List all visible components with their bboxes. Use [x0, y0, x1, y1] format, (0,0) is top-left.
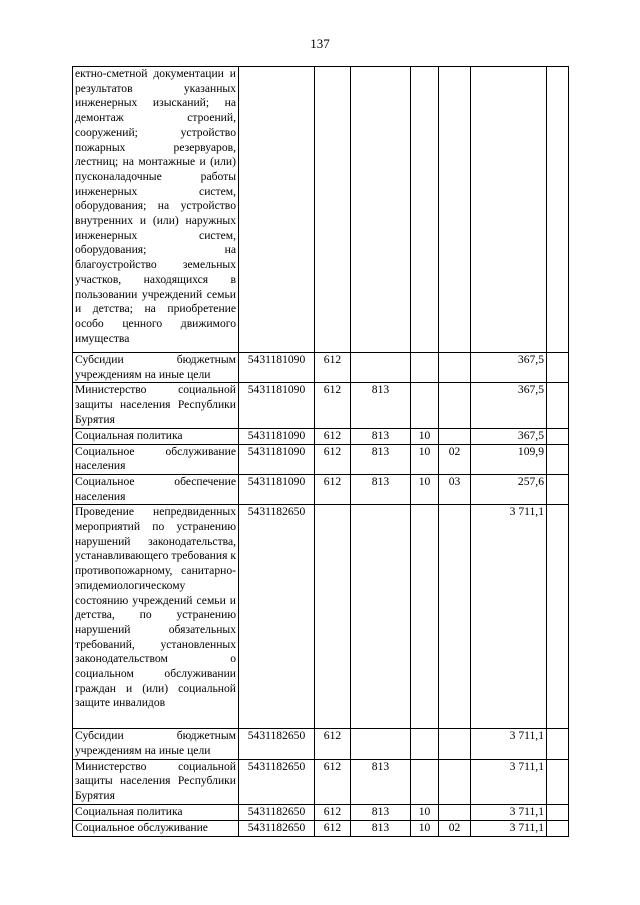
target-article-code-cell: 5431181090	[239, 474, 315, 504]
expense-type-cell: 612	[315, 444, 351, 474]
target-article-code-cell: 5431182650	[239, 759, 315, 804]
amount-cell: 367,5	[471, 428, 547, 444]
amount-cell: 3 711,1	[471, 505, 547, 729]
expense-type-cell	[315, 505, 351, 729]
expense-type-cell: 612	[315, 353, 351, 383]
section-cell	[411, 759, 439, 804]
subsection-cell	[439, 759, 471, 804]
table-row	[73, 759, 569, 804]
amount-cell: 367,5	[471, 353, 547, 383]
empty-cell	[547, 804, 569, 820]
expense-type-cell: 612	[315, 729, 351, 759]
expense-type-cell: 612	[315, 428, 351, 444]
row-name-cell: Министерство социальной защиты населения Республики Бурятия	[73, 383, 239, 428]
row-name-cell: Социальное обслуживание населения	[73, 444, 239, 474]
table-row	[73, 505, 569, 729]
row-name-cell: Министерство социальной защиты населения Республики Бурятия	[73, 759, 239, 804]
empty-cell	[547, 353, 569, 383]
subsection-cell	[439, 804, 471, 820]
section-cell: 10	[411, 804, 439, 820]
administrator-code-cell: 813	[351, 428, 411, 444]
row-name-cell: Субсидии бюджетным учреждениям на иные цели	[73, 353, 239, 383]
page-number: 137	[310, 36, 330, 51]
row-name-cell: Субсидии бюджетным учреждениям на иные цели	[73, 729, 239, 759]
administrator-code-cell: 813	[351, 820, 411, 836]
subsection-cell: 03	[439, 474, 471, 504]
target-article-code-cell: 5431181090	[239, 353, 315, 383]
amount-cell: 367,5	[471, 383, 547, 428]
empty-cell	[547, 444, 569, 474]
section-cell	[411, 505, 439, 729]
target-article-code-cell: 5431181090	[239, 428, 315, 444]
table-row	[73, 474, 569, 504]
target-article-code-cell	[239, 67, 315, 353]
amount-cell: 3 711,1	[471, 820, 547, 836]
expense-type-cell: 612	[315, 804, 351, 820]
table-row	[73, 729, 569, 759]
administrator-code-cell: 813	[351, 444, 411, 474]
target-article-code-cell: 5431181090	[239, 383, 315, 428]
table-row	[73, 353, 569, 383]
table-row	[73, 67, 569, 353]
administrator-code-cell	[351, 353, 411, 383]
empty-cell	[547, 729, 569, 759]
section-cell	[411, 353, 439, 383]
section-cell	[411, 67, 439, 353]
budget-table	[72, 66, 569, 837]
table-row	[73, 444, 569, 474]
amount-cell: 3 711,1	[471, 729, 547, 759]
section-cell	[411, 729, 439, 759]
administrator-code-cell: 813	[351, 474, 411, 504]
expense-type-cell: 612	[315, 383, 351, 428]
subsection-cell	[439, 353, 471, 383]
row-name-cell: Социальная политика	[73, 804, 239, 820]
administrator-code-cell: 813	[351, 759, 411, 804]
empty-cell	[547, 820, 569, 836]
target-article-code-cell: 5431181090	[239, 444, 315, 474]
amount-cell: 109,9	[471, 444, 547, 474]
subsection-cell	[439, 383, 471, 428]
row-name-cell: Социальное обслуживание	[73, 820, 239, 836]
empty-cell	[547, 474, 569, 504]
table-row	[73, 428, 569, 444]
empty-cell	[547, 67, 569, 353]
empty-cell	[547, 505, 569, 729]
administrator-code-cell	[351, 729, 411, 759]
row-name-cell: Проведение непредвиденных мероприятий по устранению нарушений законодательства, устанавливающего требования к противопожарному, санитарно-эпидемиологическому состоянию учреждений семьи и детства, по устранению нарушений обязательных требований, установленных законодательством о социальном обслуживании граждан и (или) социальной защите инвалидов	[73, 505, 239, 729]
subsection-cell	[439, 505, 471, 729]
target-article-code-cell: 5431182650	[239, 505, 315, 729]
empty-cell	[547, 383, 569, 428]
subsection-cell	[439, 428, 471, 444]
section-cell	[411, 383, 439, 428]
table-row	[73, 820, 569, 836]
row-name-cell: Социальное обеспечение населения	[73, 474, 239, 504]
subsection-cell	[439, 729, 471, 759]
section-cell: 10	[411, 444, 439, 474]
amount-cell	[471, 67, 547, 353]
empty-cell	[547, 759, 569, 804]
administrator-code-cell	[351, 67, 411, 353]
expense-type-cell: 612	[315, 759, 351, 804]
empty-cell	[547, 428, 569, 444]
administrator-code-cell: 813	[351, 804, 411, 820]
subsection-cell: 02	[439, 820, 471, 836]
table-row	[73, 383, 569, 428]
target-article-code-cell: 5431182650	[239, 820, 315, 836]
expense-type-cell	[315, 67, 351, 353]
section-cell: 10	[411, 474, 439, 504]
administrator-code-cell	[351, 505, 411, 729]
administrator-code-cell: 813	[351, 383, 411, 428]
amount-cell: 257,6	[471, 474, 547, 504]
amount-cell: 3 711,1	[471, 804, 547, 820]
row-name-cell: Социальная политика	[73, 428, 239, 444]
subsection-cell	[439, 67, 471, 353]
expense-type-cell: 612	[315, 820, 351, 836]
subsection-cell: 02	[439, 444, 471, 474]
section-cell: 10	[411, 428, 439, 444]
expense-type-cell: 612	[315, 474, 351, 504]
section-cell: 10	[411, 820, 439, 836]
target-article-code-cell: 5431182650	[239, 729, 315, 759]
table-row	[73, 804, 569, 820]
target-article-code-cell: 5431182650	[239, 804, 315, 820]
amount-cell: 3 711,1	[471, 759, 547, 804]
row-name-cell: ектно-сметной документации и результатов указанных инженерных изысканий; на демонтаж строений, сооружений; устройство пожарных резервуаров, лестниц; на монтажные и (или) пусконаладочные работы инженерных систем, оборудования; на устройство внутренних и (или) наружных инженерных систем, оборудования; на благоустройство земельных участков, находящихся в пользовании учреждений семьи и детства; на приобретение особо ценного движимого имущества	[73, 67, 239, 353]
